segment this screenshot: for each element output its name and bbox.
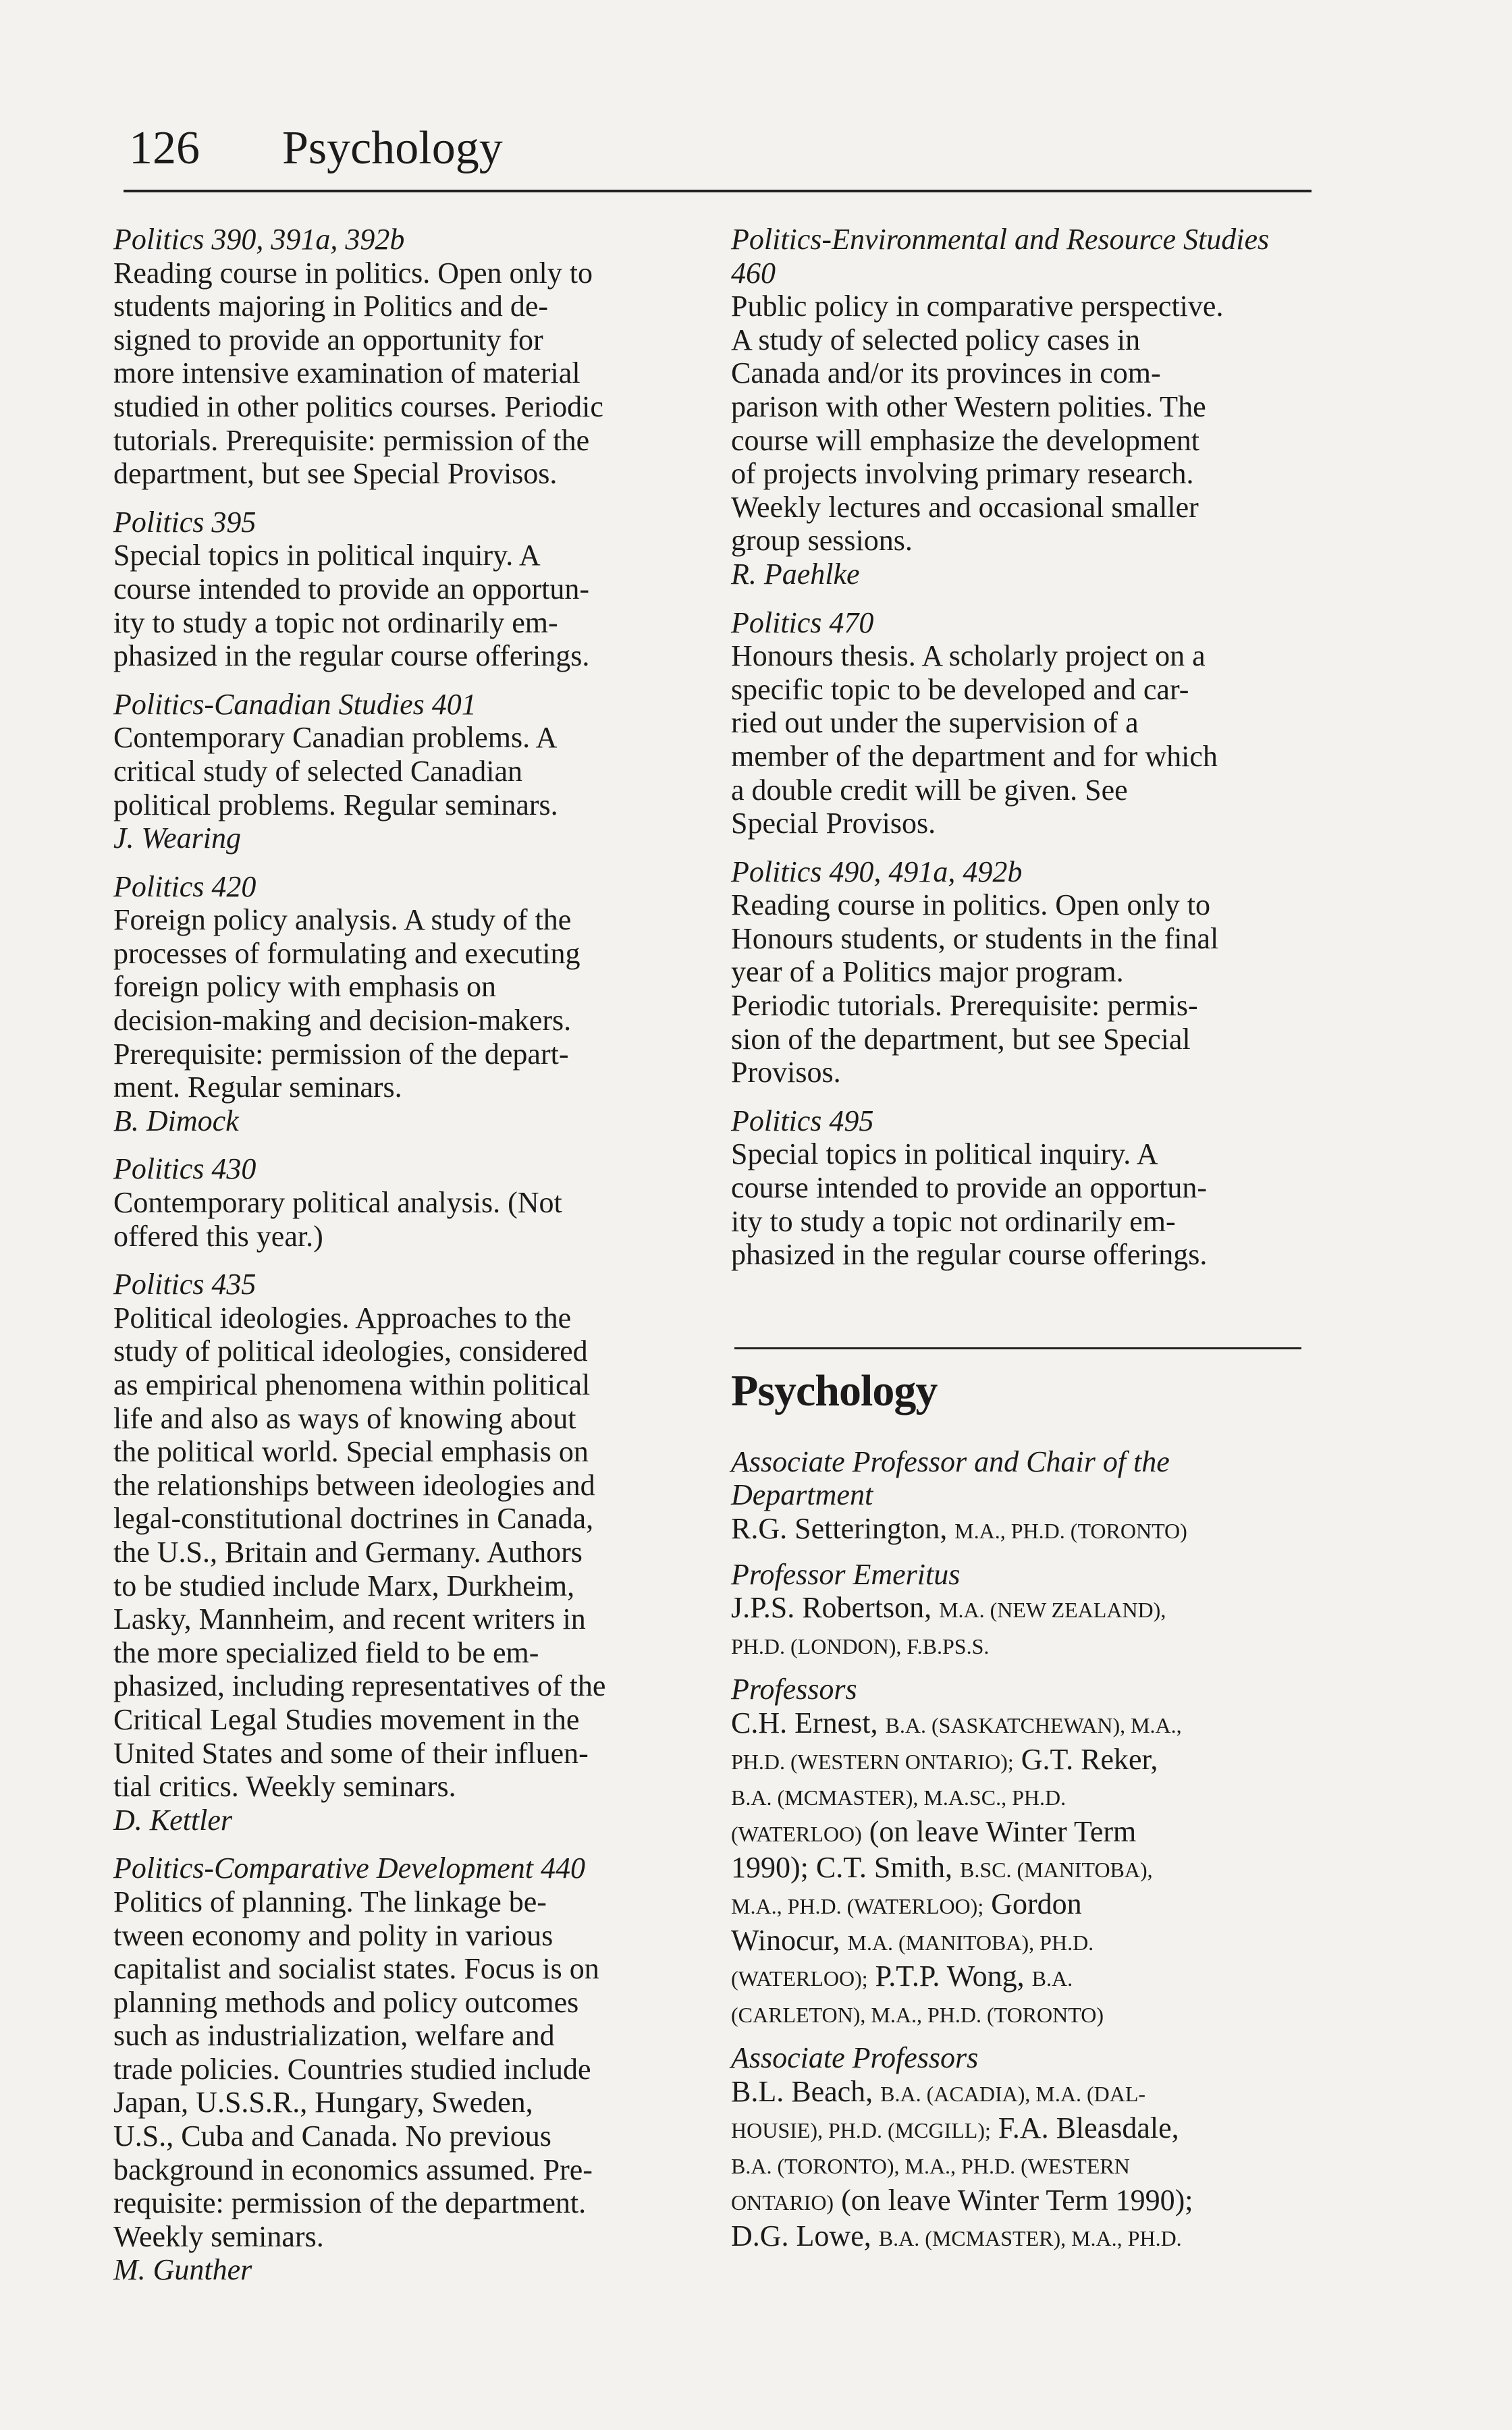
description-line: signed to provide an opportunity for — [113, 323, 543, 356]
course-title: Politics 390, 391a, 392b — [113, 223, 405, 256]
description-line: Japan, U.S.S.R., Hungary, Sweden, — [113, 2086, 533, 2120]
description-line: Lasky, Mannheim, and recent writers in — [113, 1602, 586, 1636]
description-line: Political ideologies. Approaches to the — [113, 1301, 572, 1334]
description-line: A study of selected policy cases in — [731, 323, 1141, 356]
description-line: a double credit will be given. See — [731, 773, 1128, 807]
description-line: critical study of selected Canadian — [113, 754, 522, 788]
section-rule — [734, 1347, 1301, 1349]
professors-block — [731, 1673, 1318, 2032]
description-line: phasized in the regular course offerings. — [731, 1238, 1208, 1272]
associate-professors-list: B.L. Beach, B.A. (ACADIA), M.A. (DAL- HOUSIE), PH.D. (MCGILL); F.A. Bleasdale, B.A. (TORONTO), M.A., PH.D. (WESTERN ONTARIO) (on leave Winter Term 1990); D.G. Lowe, B.A. (MCMASTER), M.A., PH.D. — [731, 2074, 1193, 2253]
course-title: Politics-Environmental and Resource Studies 460 — [731, 223, 1270, 290]
course-description — [113, 256, 694, 491]
course-description — [113, 539, 694, 672]
right-course-list — [731, 223, 1318, 1272]
description-line: sion of the department, but see Special — [731, 1022, 1191, 1056]
description-line: background in economics assumed. Pre- — [113, 2153, 593, 2186]
description-line: foreign policy with emphasis on — [113, 970, 497, 1004]
description-line: Periodic tutorials. Prerequisite: permis- — [731, 989, 1198, 1023]
description-line: specific topic to be developed and car- — [731, 672, 1189, 706]
description-line: year of a Politics major program. — [731, 955, 1124, 989]
course-entry — [113, 688, 694, 855]
course-instructor: J. Wearing — [113, 821, 242, 855]
description-line: Weekly seminars. — [113, 2219, 324, 2253]
course-description — [731, 888, 1318, 1089]
course-entry — [113, 506, 694, 673]
description-line: to be studied include Marx, Durkheim, — [113, 1569, 575, 1602]
course-title: Politics 495 — [731, 1104, 874, 1137]
description-line: Critical Legal Studies movement in the — [113, 1702, 580, 1736]
header-rule — [124, 190, 1312, 192]
left-column — [113, 223, 694, 2302]
chair-person: R.G. Setterington, M.A., PH.D. (TORONTO) — [731, 1512, 1187, 1545]
description-line: phasized in the regular course offerings. — [113, 639, 590, 673]
description-line: Contemporary Canadian problems. A — [113, 721, 558, 755]
description-line: as empirical phenomena within political — [113, 1368, 591, 1401]
course-instructor: B. Dimock — [113, 1104, 239, 1137]
emeritus-role: Professor Emeritus — [731, 1557, 961, 1591]
description-line: life and also as ways of knowing about — [113, 1401, 576, 1435]
description-line: studied in other politics courses. Periodic — [113, 389, 603, 423]
description-line: Canada and/or its provinces in com- — [731, 356, 1161, 390]
description-line: processes of formulating and executing — [113, 936, 580, 970]
description-line: U.S., Cuba and Canada. No previous — [113, 2120, 551, 2153]
course-entry — [731, 606, 1318, 840]
chair-role: Associate Professor and Chair of the Department — [731, 1444, 1170, 1512]
description-line: Provisos. — [731, 1056, 841, 1089]
description-line: students majoring in Politics and de- — [113, 290, 549, 323]
course-title: Politics 490, 491a, 492b — [731, 855, 1023, 888]
description-line: Honours thesis. A scholarly project on a — [731, 639, 1206, 673]
description-line: parison with other Western polities. The — [731, 389, 1206, 423]
emeritus-person: J.P.S. Robertson, M.A. (NEW ZEALAND), PH.D. (LONDON), F.B.PS.S. — [731, 1591, 1166, 1658]
page-number: 126 — [129, 122, 200, 174]
description-line: decision-making and decision-makers. — [113, 1004, 572, 1037]
course-title: Politics 430 — [113, 1152, 256, 1186]
course-entry — [731, 223, 1318, 591]
course-entry — [731, 1104, 1318, 1272]
course-instructor: R. Paehlke — [731, 557, 860, 591]
description-line: Contemporary political analysis. (Not — [113, 1186, 562, 1220]
professors-list: C.H. Ernest, B.A. (SASKATCHEWAN), M.A., PH.D. (WESTERN ONTARIO); G.T. Reker, B.A. (MCMASTER), M.A.SC., PH.D. (WATERLOO) (on leave Winter Term 1990); C.T. Smith, B.SC. (MANITOBA), M.A., PH.D. (WATERLOO); Gordon Winocur, M.A. (MANITOBA), PH.D. (WATERLOO); P.T.P. Wong, B.A. (CARLETON), M.A., PH.D. (TORONTO) — [731, 1706, 1182, 2027]
emeritus-block — [731, 1558, 1318, 1664]
description-line: such as industrialization, welfare and — [113, 2019, 555, 2053]
course-entry — [731, 855, 1318, 1089]
course-description — [113, 1301, 694, 1804]
description-line: tween economy and polity in various — [113, 1918, 554, 1952]
description-line: United States and some of their influen- — [113, 1736, 589, 1770]
description-line: Prerequisite: permission of the depart- — [113, 1037, 569, 1071]
description-line: more intensive examination of material — [113, 356, 580, 390]
description-line: Special topics in political inquiry. A — [731, 1137, 1158, 1171]
description-line: course will emphasize the development — [731, 423, 1199, 457]
description-line: course intended to provide an opportun- — [113, 572, 590, 605]
course-entry — [113, 1152, 694, 1253]
description-line: ity to study a topic not ordinarily em- — [113, 605, 558, 639]
description-line: ment. Regular seminars. — [113, 1071, 402, 1104]
description-line: the U.S., Britain and Germany. Authors — [113, 1535, 583, 1569]
description-line: political problems. Regular seminars. — [113, 788, 558, 821]
description-line: department, but see Special Provisos. — [113, 457, 558, 491]
description-line: legal-constitutional doctrines in Canada, — [113, 1502, 594, 1536]
right-column — [731, 223, 1318, 2265]
description-line: Foreign policy analysis. A study of the — [113, 903, 572, 937]
course-description — [113, 1186, 694, 1253]
description-line: the political world. Special emphasis on — [113, 1435, 589, 1469]
description-line: member of the department and for which — [731, 739, 1218, 773]
course-title: Politics 395 — [113, 505, 256, 539]
course-instructor: D. Kettler — [113, 1803, 232, 1837]
description-line: the more specialized field to be em- — [113, 1636, 539, 1669]
description-line: capitalist and socialist states. Focus is on — [113, 1952, 599, 1986]
description-line: planning methods and policy outcomes — [113, 1985, 579, 2019]
section-heading: Psychology — [731, 1366, 938, 1415]
course-title: Politics 435 — [113, 1268, 256, 1301]
description-line: Politics of planning. The linkage be- — [113, 1885, 547, 1918]
description-line: ried out under the supervision of a — [731, 706, 1139, 740]
description-line: study of political ideologies, considered — [113, 1334, 588, 1368]
description-line: tutorials. Prerequisite: permission of the — [113, 423, 590, 457]
description-line: Public policy in comparative perspective. — [731, 290, 1224, 323]
description-line: course intended to provide an opportun- — [731, 1171, 1208, 1205]
associate-professors-block — [731, 2041, 1318, 2256]
course-instructor: M. Gunther — [113, 2253, 252, 2287]
course-description — [731, 1137, 1318, 1271]
description-line: offered this year.) — [113, 1219, 323, 1253]
course-entry — [113, 870, 694, 1138]
description-line: of projects involving primary research. — [731, 457, 1194, 491]
page-header — [110, 113, 1315, 188]
description-line: Reading course in politics. Open only to — [113, 256, 593, 290]
course-description — [113, 903, 694, 1104]
description-line: Weekly lectures and occasional smaller — [731, 490, 1199, 524]
course-title: Politics 420 — [113, 869, 256, 903]
chair-block — [731, 1445, 1318, 1548]
associate-professors-role: Associate Professors — [731, 2041, 979, 2075]
course-title: Politics-Canadian Studies 401 — [113, 687, 477, 721]
description-line: the relationships between ideologies and — [113, 1468, 595, 1502]
course-title: Politics-Comparative Development 440 — [113, 1852, 585, 1885]
description-line: phasized, including representatives of the — [113, 1669, 606, 1703]
course-entry — [113, 1268, 694, 1837]
course-description — [731, 290, 1318, 558]
description-line: Special Provisos. — [731, 807, 936, 840]
running-title: Psychology — [282, 122, 503, 174]
description-line: Reading course in politics. Open only to — [731, 888, 1210, 922]
description-line: ity to study a topic not ordinarily em- — [731, 1204, 1176, 1238]
description-line: group sessions. — [731, 524, 913, 558]
description-line: requisite: permission of the department. — [113, 2186, 587, 2220]
description-line: Special topics in political inquiry. A — [113, 539, 541, 572]
description-line: Honours students, or students in the final — [731, 921, 1219, 955]
description-line: trade policies. Countries studied include — [113, 2052, 591, 2086]
description-line: tial critics. Weekly seminars. — [113, 1770, 456, 1804]
course-title: Politics 470 — [731, 605, 874, 639]
course-description — [113, 1885, 694, 2254]
course-entry — [113, 223, 694, 491]
course-description — [113, 721, 694, 821]
course-entry — [113, 1852, 694, 2287]
course-description — [731, 639, 1318, 840]
professors-role: Professors — [731, 1673, 857, 1706]
